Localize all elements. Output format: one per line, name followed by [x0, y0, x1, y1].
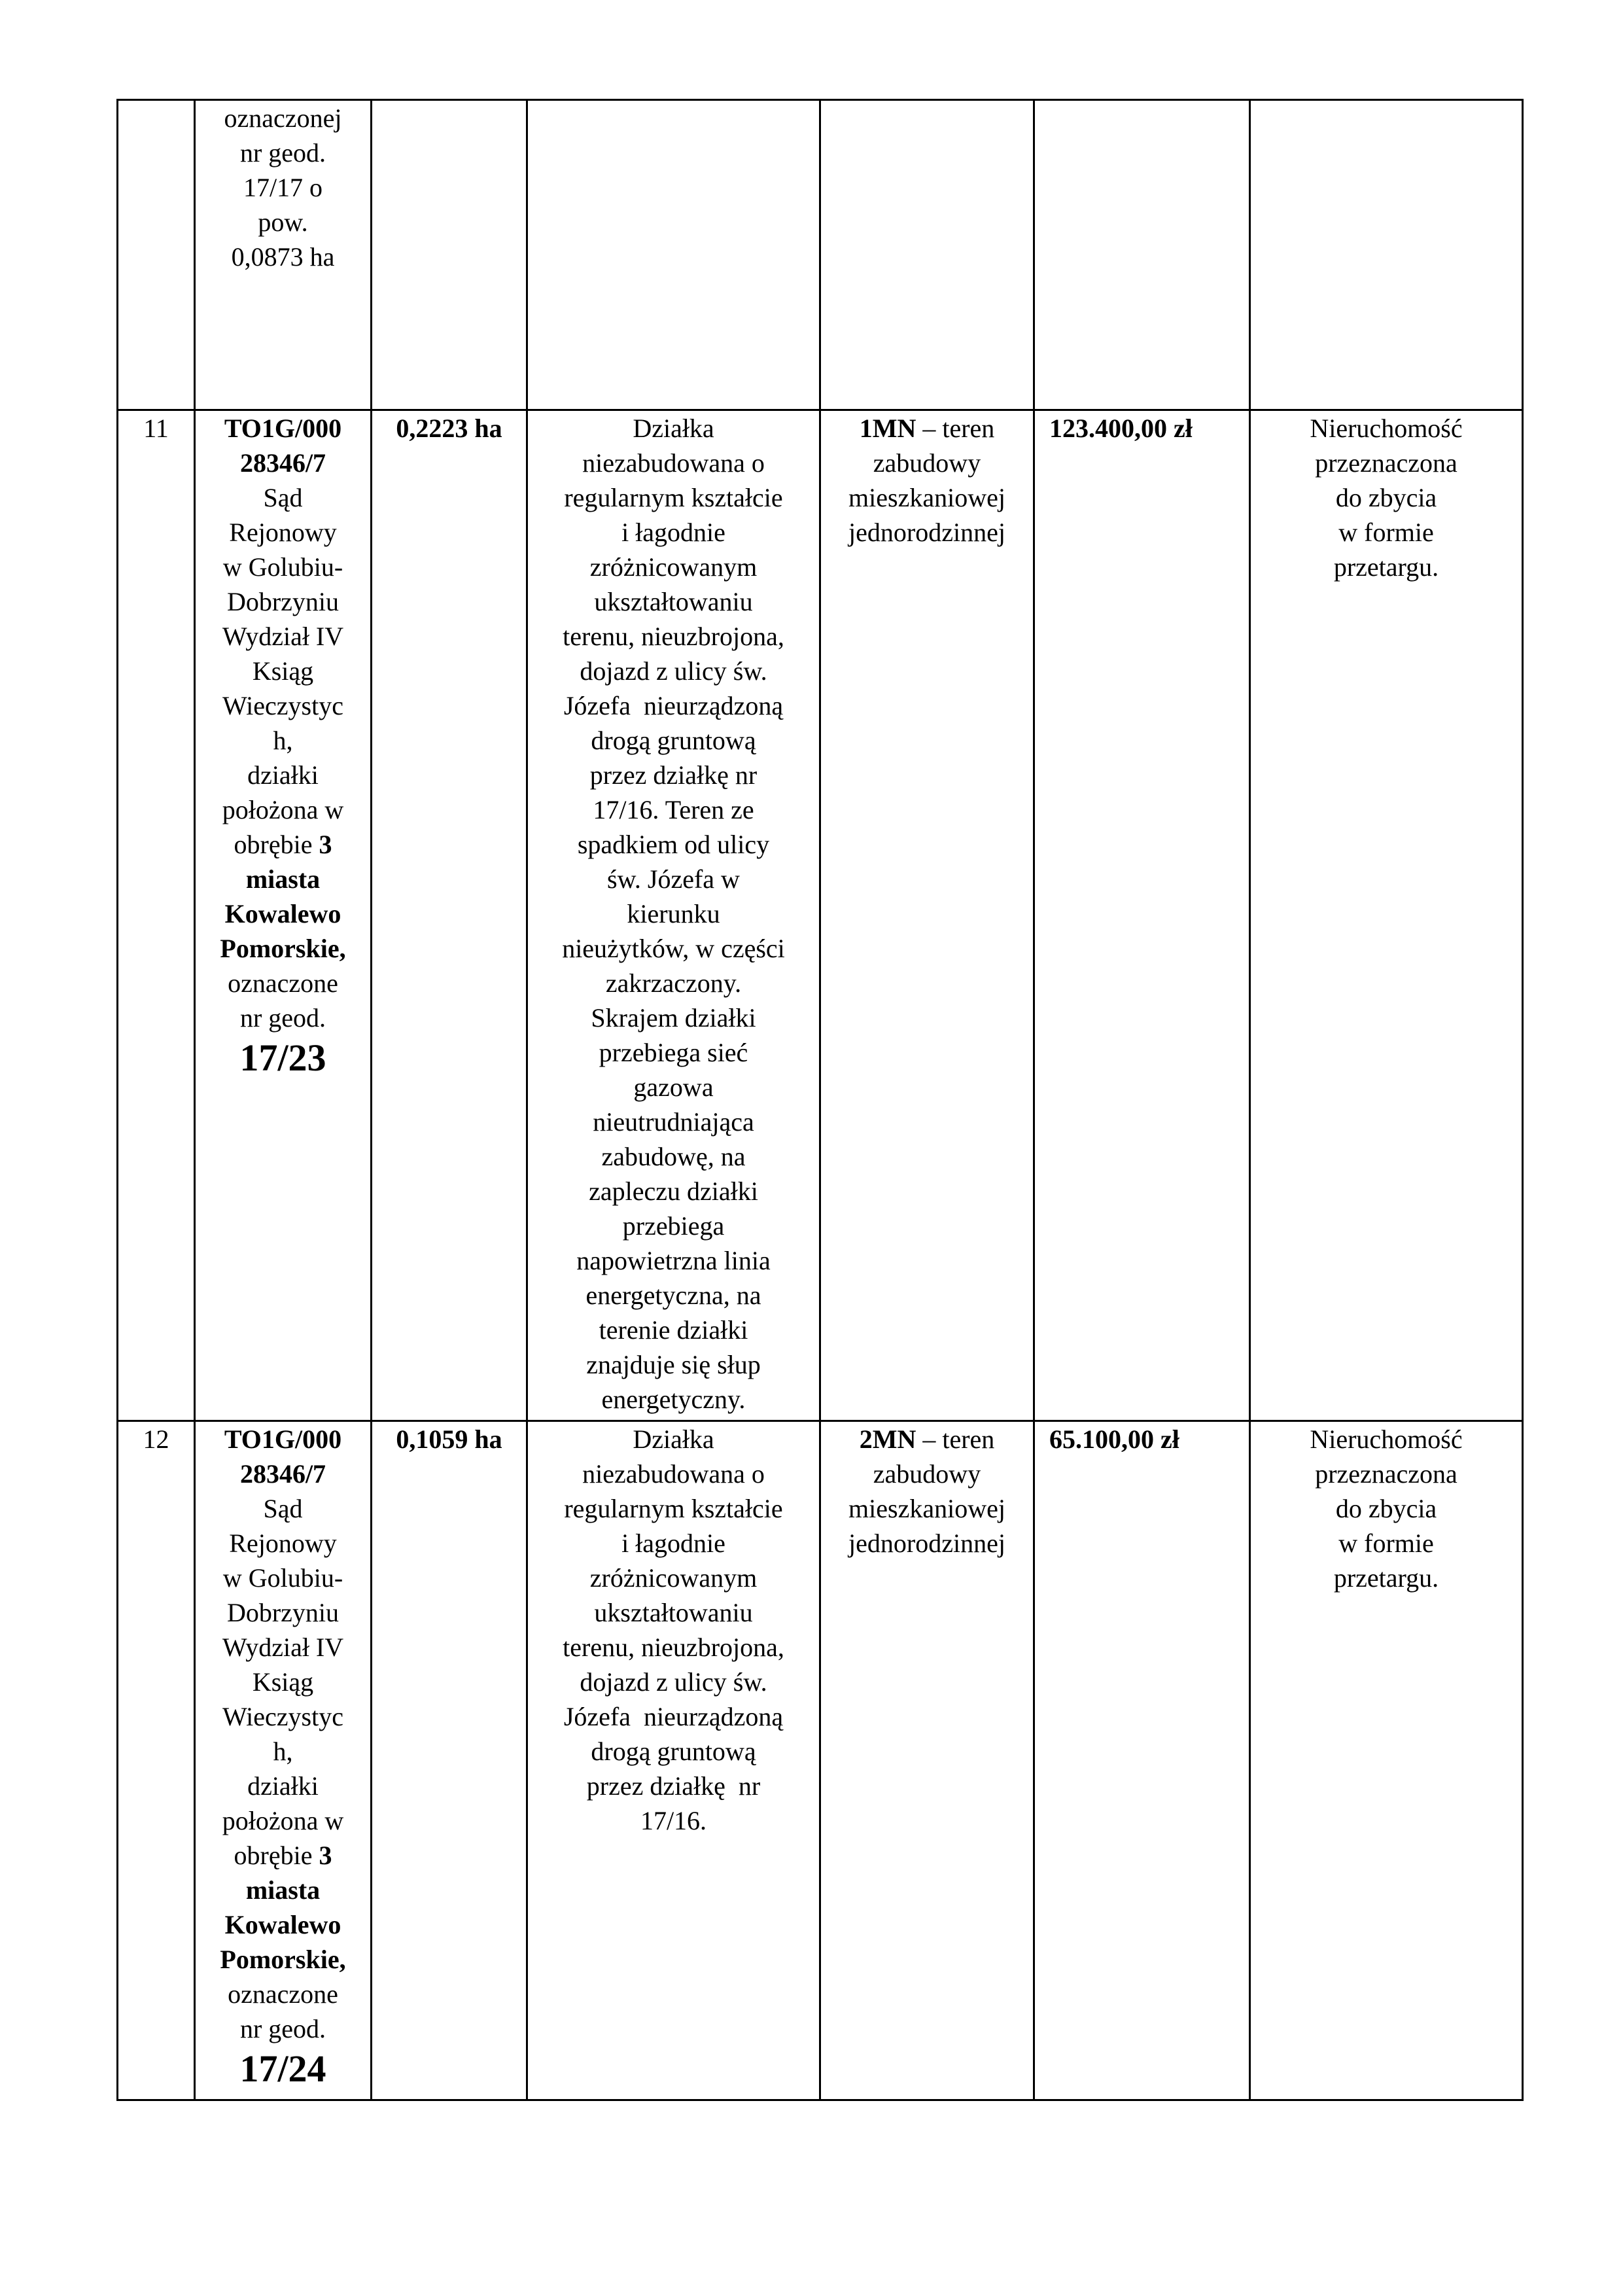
description-line: przebiega [622, 1211, 725, 1241]
zoning-text: mieszkaniowej [848, 483, 1005, 512]
land-register-number: TO1G/000 [224, 414, 342, 443]
description-line: przez działkę nr [586, 1771, 761, 1801]
town-name: miasta [245, 1875, 321, 1905]
description-line: niezabudowana o [582, 448, 765, 478]
zoning-text: mieszkaniowej [848, 1494, 1005, 1523]
parcel-number: 17/24 [239, 2047, 326, 2090]
location-line [200, 1838, 366, 1873]
purpose-line: przeznaczona [1315, 448, 1457, 478]
land-register-text: Rejonowy [229, 1528, 337, 1558]
description-line: ukształtowaniu [594, 587, 753, 616]
description-line: ukształtowaniu [594, 1598, 753, 1627]
location-line [200, 827, 366, 862]
land-register-text: Wieczystyc [222, 1702, 343, 1731]
land-register-text: Dobrzyniu [226, 587, 340, 616]
precinct-number: 3 [319, 1841, 332, 1870]
marked-text: nr geod. [239, 2014, 326, 2043]
description-line: dojazd z ulicy św. [580, 656, 767, 686]
land-register-text: Ksiąg [252, 656, 314, 686]
description-line: Józefa nieurządzoną [563, 691, 784, 720]
land-register-text: Wydział IV [222, 1633, 344, 1662]
town-name: Pomorskie, [220, 1945, 346, 1974]
description-line: Działka [633, 414, 714, 443]
location-prefix: obrębie [234, 1841, 319, 1870]
purpose-line: przetargu. [1333, 552, 1439, 582]
marked-text: oznaczone [228, 1979, 338, 2009]
cell-description [527, 410, 820, 1421]
description-line: zapleczu działki [589, 1176, 758, 1206]
purpose-line: do zbycia [1335, 483, 1437, 512]
cell-area: 0,2223 ha [372, 410, 527, 1421]
continuation-text-line: pow. [258, 207, 308, 237]
description-line: spadkiem od ulicy [577, 830, 770, 859]
cell-number: 12 [118, 1421, 195, 2100]
cell-land-register [195, 410, 372, 1421]
land-register-text: Ksiąg [252, 1667, 314, 1697]
description-line: Józefa nieurządzoną [563, 1702, 784, 1731]
marked-text: oznaczone [228, 968, 338, 998]
cell-land-register [195, 1421, 372, 2100]
land-register-text: położona w [222, 795, 344, 824]
continuation-text-line: oznaczonej [224, 103, 342, 133]
zoning-code: 2MN [859, 1424, 916, 1454]
land-register-number: 28346/7 [239, 448, 326, 478]
land-register-number: TO1G/000 [224, 1424, 342, 1454]
precinct-number: 3 [319, 830, 332, 859]
land-register-text: działki [247, 1771, 319, 1801]
description-line: Skrajem działki [591, 1003, 756, 1033]
table-row-continuation [118, 100, 1523, 410]
zoning-code: 1MN [859, 414, 916, 443]
zoning-text: jednorodzinnej [848, 1528, 1005, 1558]
zoning-text: zabudowy [873, 448, 981, 478]
land-register-text: Wieczystyc [222, 691, 343, 720]
description-line: znajduje się słup [586, 1350, 761, 1379]
description-line: regularnym kształcie [564, 1494, 783, 1523]
continuation-text-line: 0,0873 ha [231, 242, 335, 272]
land-register-text: w Golubiu- [222, 552, 343, 582]
town-name: Kowalewo [224, 899, 341, 928]
cell-number [118, 100, 195, 410]
land-register-text: Dobrzyniu [226, 1598, 340, 1627]
land-register-text: położona w [222, 1806, 344, 1835]
description-line: kierunku [627, 899, 720, 928]
property-table [116, 99, 1524, 2101]
cell-zoning [820, 100, 1034, 410]
description-line: dojazd z ulicy św. [580, 1667, 767, 1697]
cell-price [1034, 100, 1250, 410]
land-register-text: działki [247, 760, 319, 790]
description-line: drogą gruntową [591, 726, 756, 755]
purpose-line: w formie [1338, 1528, 1434, 1558]
description-line: zakrzaczony. [605, 968, 742, 998]
cell-zoning [820, 1421, 1034, 2100]
cell-price: 123.400,00 zł [1034, 410, 1250, 1421]
land-register-text: w Golubiu- [222, 1563, 343, 1593]
cell-number: 11 [118, 410, 195, 1421]
description-line: drogą gruntową [591, 1737, 756, 1766]
cell-price: 65.100,00 zł [1034, 1421, 1250, 2100]
land-register-text: Rejonowy [229, 518, 337, 547]
continuation-text-line: nr geod. [239, 138, 326, 168]
description-line: przebiega sieć [599, 1038, 748, 1067]
description-line: terenu, nieuzbrojona, [563, 622, 784, 651]
purpose-line: przeznaczona [1315, 1459, 1457, 1489]
description-line: napowietrzna linia [576, 1246, 771, 1275]
cell-purpose [1250, 1421, 1523, 2100]
description-line: nieutrudniająca [593, 1107, 754, 1137]
description-line: zróżnicowanym [589, 1563, 758, 1593]
description-line: zróżnicowanym [589, 552, 758, 582]
description-line: gazowa [633, 1072, 714, 1102]
table-row [118, 1421, 1523, 2100]
land-register-text: h, [273, 1737, 293, 1766]
land-register-text: Sąd [263, 1494, 303, 1523]
land-register-text: Wydział IV [222, 622, 344, 651]
zoning-label: – teren [916, 1424, 995, 1454]
cell-area [372, 100, 527, 410]
cell-purpose [1250, 100, 1523, 410]
description-line: przez działkę nr [589, 760, 758, 790]
marked-text: nr geod. [239, 1003, 326, 1033]
land-register-number: 28346/7 [239, 1459, 326, 1489]
zoning-label: – teren [916, 414, 995, 443]
description-line: niezabudowana o [582, 1459, 765, 1489]
cell-area: 0,1059 ha [372, 1421, 527, 2100]
cell-description [527, 100, 820, 410]
zoning-heading [825, 411, 1029, 446]
purpose-line: Nieruchomość [1310, 1424, 1463, 1454]
town-name: miasta [245, 864, 321, 894]
description-line: św. Józefa w [607, 864, 740, 894]
zoning-text: zabudowy [873, 1459, 981, 1489]
description-line: regularnym kształcie [564, 483, 783, 512]
town-name: Pomorskie, [220, 934, 346, 963]
land-register-text: h, [273, 726, 293, 755]
zoning-heading [825, 1422, 1029, 1457]
purpose-line: Nieruchomość [1310, 414, 1463, 443]
description-line: energetyczny. [601, 1385, 746, 1414]
continuation-text-line: 17/17 o [243, 173, 323, 202]
purpose-line: do zbycia [1335, 1494, 1437, 1523]
description-line: nieużytków, w części [562, 934, 785, 963]
zoning-text: jednorodzinnej [848, 518, 1005, 547]
location-prefix: obrębie [234, 830, 319, 859]
cell-purpose [1250, 410, 1523, 1421]
description-line: terenie działki [599, 1315, 748, 1345]
description-line: terenu, nieuzbrojona, [563, 1633, 784, 1662]
town-name: Kowalewo [224, 1910, 341, 1939]
parcel-number: 17/23 [239, 1036, 326, 1079]
description-line: energetyczna, na [585, 1280, 761, 1310]
cell-zoning [820, 410, 1034, 1421]
land-register-text: Sąd [263, 483, 303, 512]
purpose-line: przetargu. [1333, 1563, 1439, 1593]
cell-description [527, 1421, 820, 2100]
description-line: i łagodnie [621, 518, 725, 547]
description-line: 17/16. [640, 1806, 707, 1835]
description-line: i łagodnie [621, 1528, 725, 1558]
table-row [118, 410, 1523, 1421]
description-line: zabudowę, na [601, 1142, 746, 1171]
description-line: 17/16. Teren ze [593, 795, 754, 824]
description-line: Działka [633, 1424, 714, 1454]
purpose-line: w formie [1338, 518, 1434, 547]
cell-land-register [195, 100, 372, 410]
